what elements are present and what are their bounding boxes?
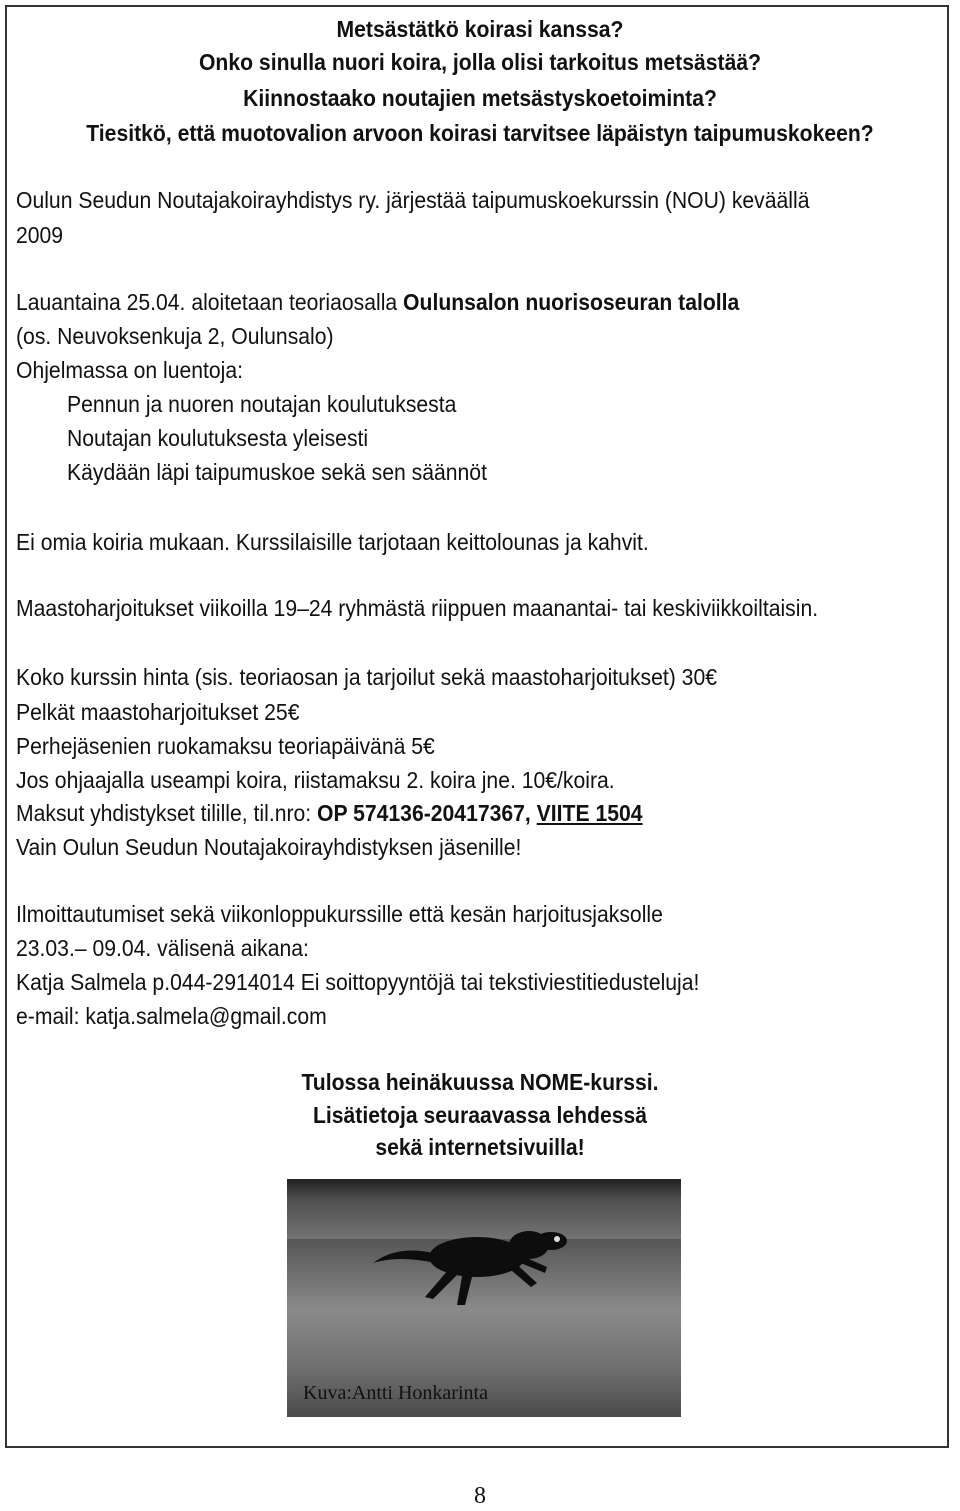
field-training-note: Maastoharjoitukset viikoilla 19–24 ryhmästä riippuen maanantai- tai keskiviikkoiltaisin. <box>16 595 819 621</box>
headline-3: Kiinnostaako noutajien metsästyskoetoiminta? <box>243 85 717 111</box>
saturday-line <box>16 285 739 319</box>
upcoming-line-1: Tulossa heinäkuussa NOME-kurssi. <box>301 1069 659 1095</box>
email-line: e-mail: katja.salmela@gmail.com <box>16 1003 327 1029</box>
members-only-note: Vain Oulun Seudun Noutajakoirayhdistyksen jäsenille! <box>16 834 522 860</box>
upcoming-line-3: sekä internetsivuilla! <box>375 1134 585 1160</box>
price-full: Koko kurssin hinta (sis. teoriaosan ja tarjoilut sekä maastoharjoitukset) 30€ <box>16 664 717 690</box>
upcoming-line-2: Lisätietoja seuraavassa lehdessä <box>312 1102 648 1128</box>
headline-1: Metsästätkö koirasi kanssa? <box>336 16 624 42</box>
payment-line <box>16 796 643 830</box>
headline-2: Onko sinulla nuori koira, jolla olisi tarkoitus metsästää? <box>198 49 762 75</box>
program-item: Käydään läpi taipumuskoe sekä sen säännöt <box>67 459 487 485</box>
price-extra-dog: Jos ohjaajalla useampi koira, riistamaksu 2. koira jne. 10€/koira. <box>16 767 615 793</box>
price-field-only: Pelkät maastoharjoitukset 25€ <box>16 699 300 725</box>
program-item: Pennun ja nuoren noutajan koulutuksesta <box>67 391 457 417</box>
contact-line: Katja Salmela p.044-2914014 Ei soittopyyntöjä tai tekstiviestitiedusteluja! <box>16 969 700 995</box>
photo-caption: Kuva:Antti Honkarinta <box>303 1382 488 1404</box>
intro-line-1: Oulun Seudun Noutajakoirayhdistys ry. järjestää taipumuskoekurssin (NOU) keväällä <box>16 187 810 213</box>
saturday-prefix: Lauantaina 25.04. aloitetaan teoriaosalla <box>16 289 404 315</box>
dog-photo <box>287 1179 681 1417</box>
intro-line-2: 2009 <box>16 222 64 248</box>
registration-line-1: Ilmoittautumiset sekä viikonloppukurssille että kesän harjoitusjaksolle <box>16 901 663 927</box>
price-family-meal: Perhejäsenien ruokamaksu teoriapäivänä 5€ <box>16 733 435 759</box>
reference-number: VIITE 1504 <box>536 800 643 826</box>
program-label: Ohjelmassa on luentoja: <box>16 357 244 383</box>
page-number: 8 <box>474 1483 486 1509</box>
account-number: OP 574136-20417367, <box>317 800 537 826</box>
venue-address: (os. Neuvoksenkuja 2, Oulunsalo) <box>16 323 334 349</box>
program-item: Noutajan koulutuksesta yleisesti <box>67 425 369 451</box>
no-dogs-note: Ei omia koiria mukaan. Kurssilaisille tarjotaan keittolounas ja kahvit. <box>16 529 649 555</box>
registration-line-2: 23.03.– 09.04. välisenä aikana: <box>16 935 309 961</box>
headline-4: Tiesitkö, että muotovalion arvoon koirasi tarvitsee läpäistyn taipumuskokeen? <box>86 120 874 146</box>
payment-prefix: Maksut yhdistykset tilille, til.nro: <box>16 800 318 826</box>
venue-name: Oulunsalon nuorisoseuran talolla <box>403 289 740 315</box>
